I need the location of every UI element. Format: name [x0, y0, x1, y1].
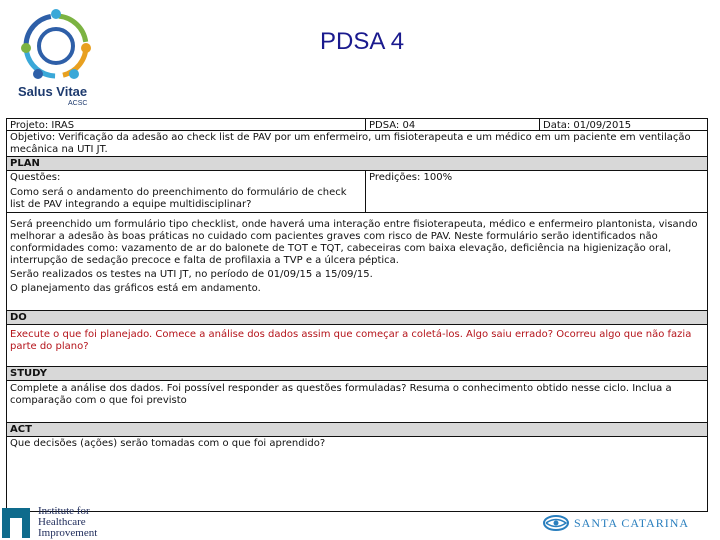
header-row	[7, 119, 707, 131]
pdsa-cell: PDSA: 04	[365, 119, 539, 130]
study-header-row	[7, 367, 707, 381]
plan-text-1: Será preenchido um formulário tipo checklist, onde haverá uma interação entre fisioterapeuta, médico e enfermeiro plantonista, visando melhorar a adesão às boas práticas no cuidado com pacientes graves com risco de PAV. Neste formulário serão identificados não conformidades como: vazamento de ar do balonete de TOT e TQT, cabeceiras com baixa elevação, deficiência na higienização oral, interrupção de sedação precoce e falta de profilaxia a TVP e a úlcera péptica.	[10, 219, 698, 266]
santa-catarina-logo	[540, 512, 690, 534]
study-body-row	[7, 381, 707, 423]
do-label: DO	[10, 312, 27, 323]
santa-catarina-name: SANTA CATARINA	[574, 516, 690, 530]
logo-sub: ACSC	[68, 100, 88, 107]
questoes-cell	[7, 171, 365, 212]
objetivo-row	[7, 131, 707, 157]
data-cell: Data: 01/09/2015	[539, 119, 707, 130]
plan-text-2: Serão realizados os testes na UTI JT, no período de 01/09/15 a 15/09/15.	[10, 269, 373, 280]
santa-catarina-emblem-icon	[542, 514, 570, 532]
projeto-cell: Projeto: IRAS	[10, 120, 75, 130]
ihi-logo	[0, 506, 120, 540]
pdsa-form	[6, 118, 708, 512]
slide-title: PDSA 4	[320, 28, 405, 55]
plan-text-3: O planejamento das gráficos está em andamento.	[10, 283, 261, 294]
do-body-row	[7, 325, 707, 367]
logo-brand: Salus Vitae	[18, 84, 88, 99]
do-text: Execute o que foi planejado. Comece a análise dos dados assim que começar a coletá-los. Algo saiu errado? Ocorreu algo que não fazia parte do plano?	[10, 329, 692, 352]
logo-rings-icon	[16, 8, 96, 84]
act-body-row	[7, 437, 707, 511]
plan-header-row	[7, 157, 707, 171]
plan-label: PLAN	[10, 158, 40, 169]
study-label: STUDY	[10, 368, 47, 379]
act-header-row	[7, 423, 707, 437]
plan-body	[7, 213, 707, 310]
salus-vitae-logo	[16, 8, 102, 108]
study-text: Complete a análise dos dados. Foi possível responder as questões formuladas? Resuma o conhecimento obtido nesse ciclo. Inclua a comparação com o que foi previsto	[10, 383, 672, 406]
questoes-text: Como será o andamento do preenchimento do formulário de check list de PAV integrando a equipe multidisciplinar?	[10, 187, 347, 210]
plan-body-row	[7, 213, 707, 311]
questoes-row	[7, 171, 707, 213]
do-header-row	[7, 311, 707, 325]
ihi-line-3: Improvement	[38, 527, 98, 539]
questoes-label: Questões:	[10, 172, 61, 183]
act-label: ACT	[10, 424, 32, 435]
ihi-mark-icon	[2, 508, 30, 538]
objetivo-cell: Objetivo: Verificação da adesão ao check list de PAV por um enfermeiro, um fisioterapeuta e um médico em um paciente em ventilação mecânica na UTI JT.	[10, 132, 691, 155]
act-text: Que decisões (ações) serão tomadas com o que foi aprendido?	[10, 438, 326, 449]
ihi-line-1: Institute for	[38, 505, 90, 517]
ihi-text	[38, 506, 97, 539]
predicoes-cell: Predições: 100%	[365, 171, 707, 212]
ihi-line-2: Healthcare	[38, 516, 86, 528]
